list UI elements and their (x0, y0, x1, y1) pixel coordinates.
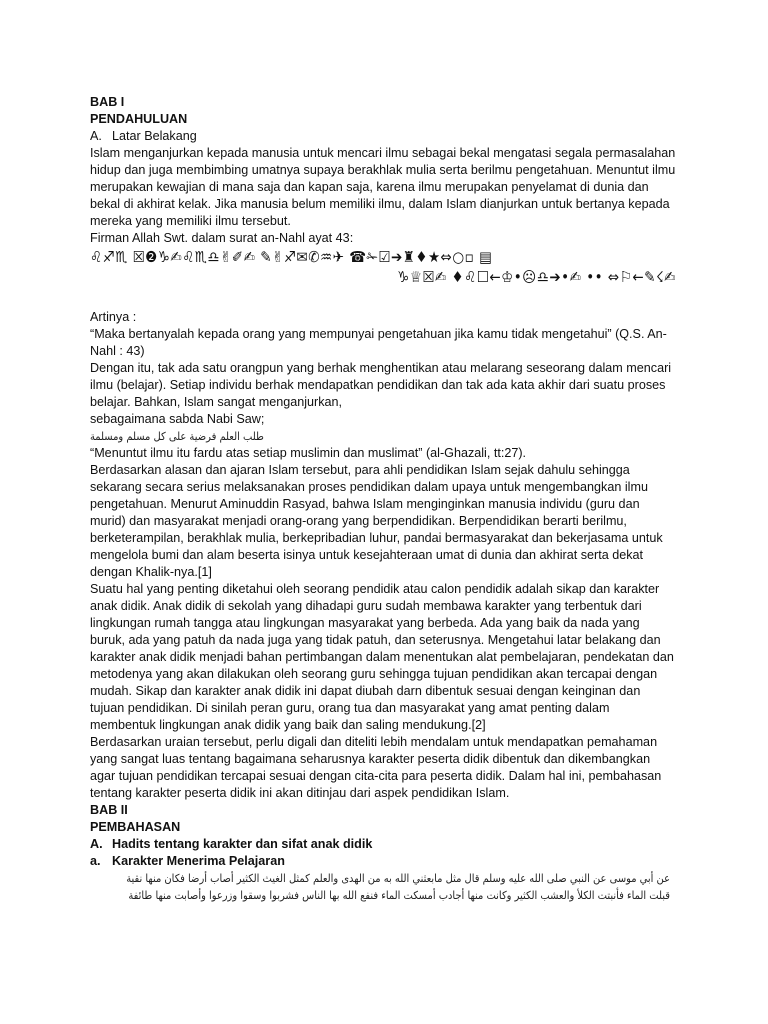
quran-verse-symbols-line-1: ♌♐♏ ☒❷♑✍♌♏♎✌✐✍ ✎✌♐✉✆♒✈ ☎✁☑➔♜♦★⇔○▫ ▤ (90, 248, 493, 266)
paragraph-conclusion: Berdasarkan uraian tersebut, perlu digali dan diteliti lebih mendalam untuk mendapatkan pemahaman yang sangat luas tentang bagaimana seharusnya karakter peserta didik dibentuk dan dikembangkan agar tujuan pendidikan tercapai sesuai dengan cita-cita para peserta didik. Dalam hal ini, pembahasan tentang karakter peserta didik ini akan ditinjau dari aspek pendidikan Islam. (90, 735, 662, 800)
artinya-text: “Maka bertanyalah kepada orang yang mempunyai pengetahuan jika kamu tidak mengetahui” (Q.S. An-Nahl : 43) (90, 327, 667, 358)
hadith-translation: “Menuntut ilmu itu fardu atas setiap muslimin dan muslimat” (al-Ghazali, tt:27). (90, 446, 527, 460)
section-title: Latar Belakang (112, 129, 197, 143)
firman-line: Firman Allah Swt. dalam surat an-Nahl ayat 43: (90, 231, 354, 245)
section-2-heading (90, 836, 676, 853)
chapter-heading: BAB I (90, 95, 125, 109)
chapter-2-title: PEMBAHASAN (90, 820, 181, 834)
paragraph-character: Suatu hal yang penting diketahui oleh seorang pendidik atau calon pendidik adalah sikap dan karakter anak didik. Anak didik di sekolah yang dihadapi guru sudah membawa karakter yang terbentuk dari lingkungan rumah tangga atau lingkungan masyarakat yang berbeda. Ada yang baik da nada yang buruk, ada yang patuh da nada juga yang tidak patuh, dan seterusnya. Mengetahui latar belakang dan karakter anak didik menjadi bahan pertimbangan dalam menentukan alat pembelajaran, pendekatan dan metodenya yang akan dilakukan oleh seorang guru sehingga tujuan pendidikan akan tercapai dengan mudah. Sikap dan karakter anak didik ini dapat diubah darn dibentuk sesuai dengan keinginan dan tujuan pendidikan. Di sinilah peran guru, orang tua dan masyarakat yang amat penting dalam membentuk lingkungan anak didik yang baik dan saling mendukung.[2] (90, 582, 674, 732)
spacer (90, 287, 676, 309)
paragraph-learning: Dengan itu, tak ada satu orangpun yang berhak menghentikan atau melarang seseorang dalam mencari ilmu (belajar). Setiap individu berhak mendapatkan pendidikan dan tak ada kata akhir dari suatu proses belajar. Bahkan, Islam sangat menganjurkan, (90, 361, 672, 409)
section-heading (90, 128, 676, 145)
arabic-hadith-line-2: قبلت الماء فأنبتت الكلأ والعشب الكثير وكانت منها أجادب أمسكت الماء فنفع الله بها الناس فشربوا وسقوا وزرعوا وأصابت منها طائفة (128, 889, 670, 902)
section-number: A. (90, 129, 102, 143)
subsection-title: Karakter Menerima Pelajaran (112, 854, 285, 868)
subsection-number: a. (90, 854, 101, 868)
section-2-number: A. (90, 837, 103, 851)
subsection-heading (90, 853, 676, 870)
artinya-label: Artinya : (90, 310, 137, 324)
arabic-hadith-line-1: عن أبي موسى عن النبي صلى الله عليه وسلم قال مثل مابعثني الله به من الهدى والعلم كمثل الغيث الكثير أصاب أرضا فكان منها نقية (126, 872, 670, 885)
paragraph-intro: Islam menganjurkan kepada manusia untuk mencari ilmu sebagai bekal mengatasi segala permasalahan hidup dan juga membimbing umatnya supaya berakhlak mulia serta berilmu pengetahuan. Menuntut ilmu merupakan kewajian di mana saja dan kapan saja, karena ilmu merupakan penyelamat di dunia dan bekal di akhirat kelak. Jika manusia belum memiliki ilmu, dalam Islam dianjurkan untuk bertanya kepada mereka yang memiliki ilmu tersebut. (90, 146, 676, 228)
quran-verse-symbols-line-2: ♑♕☒✍ ♦♌☐←♔•☹♎➔•✍ •• ⇔⚐←✎☇✍ (397, 268, 676, 286)
section-2-title: Hadits tentang karakter dan sifat anak didik (112, 837, 373, 851)
chapter-title: PENDAHULUAN (90, 112, 188, 126)
paragraph-education: Berdasarkan alasan dan ajaran Islam tersebut, para ahli pendidikan Islam sejak dahulu sehingga sekarang secara serius melaksanakan proses pendidikan dalam upaya untuk mengembangkan ilmu pengetahuan. Menurut Aminuddin Rasyad, bahwa Islam menginginkan manusia individu (guru dan murid) dan masyarakat menjadi orang-orang yang berpendidikan. Berpendidikan berarti berilmu, berketerampilan, berakhlak mulia, berkepribadian luhur, pandai bermasyarakat dan bekerjasama untuk mengelola bumi dan alam beserta isinya untuk kesejahteraan umat di dunia dan akhirat serta dekat dengan Khalik-nya.[1] (90, 463, 663, 579)
sabda-line: sebagaimana sabda Nabi Saw; (90, 412, 265, 426)
chapter-2-heading: BAB II (90, 803, 128, 817)
arabic-hadith: طلب العلم فرضية على كل مسلم ومسلمة (90, 430, 264, 443)
document-body (90, 94, 676, 904)
arabic-hadith-block (70, 870, 670, 904)
